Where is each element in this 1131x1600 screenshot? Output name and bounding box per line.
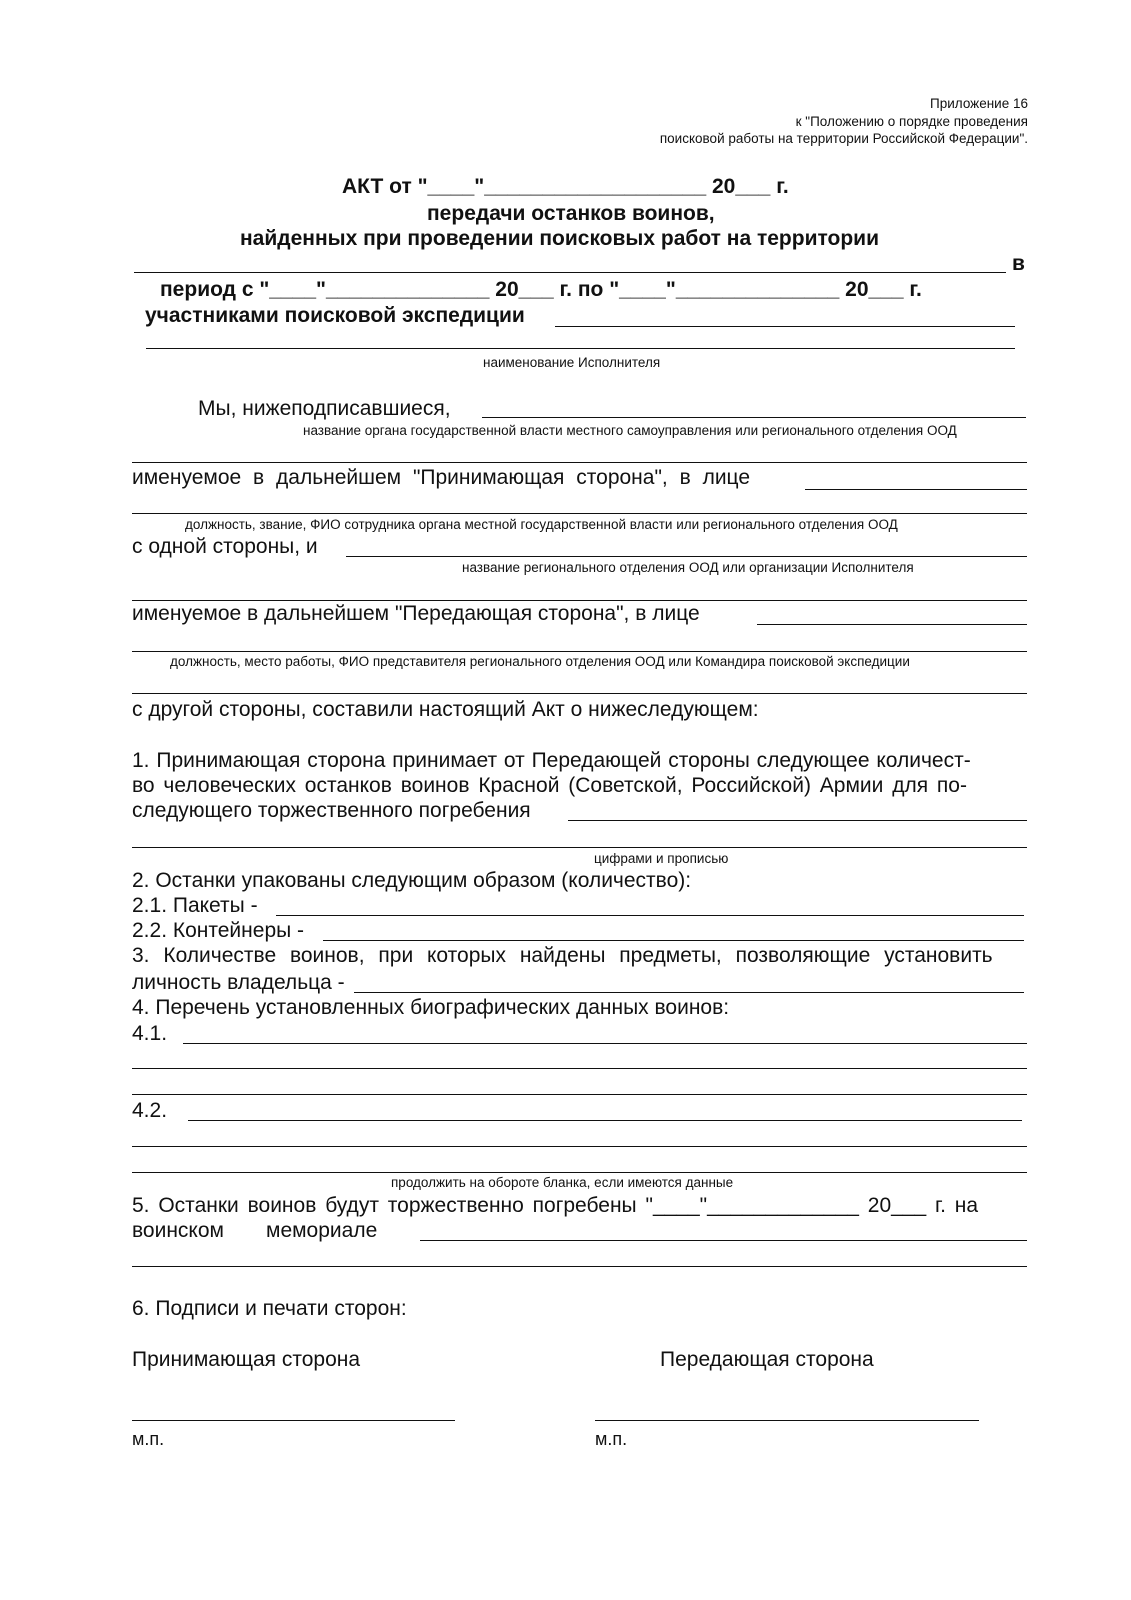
item-5-memorial-word-1: воинском xyxy=(132,1219,224,1242)
appendix-number: Приложение 16 xyxy=(930,96,1028,111)
appendix-regulation-cont: поисковой работы на территории Российской Федерации". xyxy=(659,131,1028,146)
authority-field[interactable] xyxy=(482,417,1026,418)
transferring-person-field-cont[interactable] xyxy=(132,651,1027,652)
executor-org-field-cont[interactable] xyxy=(132,600,1027,601)
bio-data-4-2-field-cont[interactable] xyxy=(132,1146,1027,1147)
item-2-label: 2. Останки упакованы следующим образом (количество): xyxy=(132,869,692,892)
receiving-stamp-place: м.п. xyxy=(132,1429,165,1449)
item-4-1-label: 4.1. xyxy=(132,1022,168,1045)
transferring-person-field-cont2[interactable] xyxy=(132,693,1027,694)
item-2-1-label: 2.1. Пакеты - xyxy=(132,894,258,917)
period-line: период с "____"______________ 20___ г. по "____"______________ 20___ г. xyxy=(160,278,922,301)
bio-data-4-1-field[interactable] xyxy=(183,1043,1027,1044)
transferring-side-label: именуемое в дальнейшем "Передающая сторона", в лице xyxy=(132,602,700,625)
receiving-signature-label: Принимающая сторона xyxy=(132,1348,361,1371)
item-3-line-1: 3. Количестве воинов, при которых найдены предметы, позволяющие установить xyxy=(132,944,993,967)
authority-field-cont[interactable] xyxy=(132,462,1027,463)
receiving-person-caption: должность, звание, ФИО сотрудника органа местной государственной власти или регионального отделения ООД xyxy=(185,517,898,532)
transferring-person-field[interactable] xyxy=(757,624,1027,625)
expedition-field[interactable] xyxy=(555,326,1015,327)
receiving-side-label: именуемое в дальнейшем "Принимающая сторона", в лице xyxy=(132,466,751,489)
executor-org-field[interactable] xyxy=(346,556,1027,557)
executor-field[interactable] xyxy=(146,348,1015,349)
receiving-person-field[interactable] xyxy=(805,489,1027,490)
memorial-field-cont[interactable] xyxy=(132,1266,1027,1267)
expedition-label: участниками поисковой экспедиции xyxy=(145,304,525,327)
bio-data-4-2-field[interactable] xyxy=(188,1120,1022,1121)
item-1-line-1: 1. Принимающая сторона принимает от Передающей стороны следующее количест- xyxy=(132,749,971,772)
executor-caption: наименование Исполнителя xyxy=(483,355,661,370)
item-5-memorial-word-2: мемориале xyxy=(266,1219,378,1242)
item-4-label: 4. Перечень установленных биографических данных воинов: xyxy=(132,996,730,1019)
identified-count-field[interactable] xyxy=(354,992,1024,993)
containers-field[interactable] xyxy=(323,940,1024,941)
one-side-label: с одной стороны, и xyxy=(132,535,318,558)
we-signed-label: Мы, нижеподписавшиеся, xyxy=(198,397,451,420)
bio-data-4-2-field-cont2[interactable] xyxy=(132,1172,1027,1173)
bio-data-caption: продолжить на обороте бланка, если имеются данные xyxy=(391,1175,734,1190)
memorial-field[interactable] xyxy=(420,1240,1027,1241)
bio-data-4-1-field-cont[interactable] xyxy=(132,1068,1027,1069)
item-4-2-label: 4.2. xyxy=(132,1099,168,1122)
other-side-label: с другой стороны, составили настоящий Акт о нижеследующем: xyxy=(132,698,759,721)
remains-count-field[interactable] xyxy=(568,820,1027,821)
transferring-signature-field[interactable] xyxy=(595,1420,979,1421)
receiving-person-field-cont[interactable] xyxy=(132,513,1027,514)
item-1-line-2: во человеческих останков воинов Красной (Советской, Российской) Армии для по- xyxy=(132,774,967,797)
item-3-line-2: личность владельца - xyxy=(132,971,345,994)
receiving-signature-field[interactable] xyxy=(132,1420,455,1421)
territory-suffix: в xyxy=(1012,252,1025,275)
transferring-signature-label: Передающая сторона xyxy=(660,1348,874,1371)
item-2-2-label: 2.2. Контейнеры - xyxy=(132,919,305,942)
authority-caption: название органа государственной власти местного самоуправления или регионального отделения ООД xyxy=(303,423,957,438)
appendix-regulation: к "Положению о порядке проведения xyxy=(795,114,1028,129)
territory-field[interactable] xyxy=(134,272,1006,273)
item-6-label: 6. Подписи и печати сторон: xyxy=(132,1297,407,1320)
act-subtitle-territory: найденных при проведении поисковых работ на территории xyxy=(240,227,879,250)
transferring-stamp-place: м.п. xyxy=(595,1429,628,1449)
transferring-person-caption: должность, место работы, ФИО представителя регионального отделения ООД или Командира поисковой экспедиции xyxy=(170,654,910,669)
remains-count-field-cont[interactable] xyxy=(132,847,1027,848)
executor-org-caption: название регионального отделения ООД или организации Исполнителя xyxy=(462,560,914,575)
remains-count-caption: цифрами и прописью xyxy=(594,851,729,866)
act-title: АКТ от "____"___________________ 20___ г. xyxy=(342,175,789,198)
act-subtitle: передачи останков воинов, xyxy=(427,202,715,225)
bio-data-4-1-field-cont2[interactable] xyxy=(132,1094,1027,1095)
item-1-line-3: следующего торжественного погребения xyxy=(132,799,531,822)
packages-field[interactable] xyxy=(276,915,1024,916)
item-5-line-1: 5. Останки воинов будут торжественно погребены "____"_____________ 20___ г. на xyxy=(132,1194,979,1217)
